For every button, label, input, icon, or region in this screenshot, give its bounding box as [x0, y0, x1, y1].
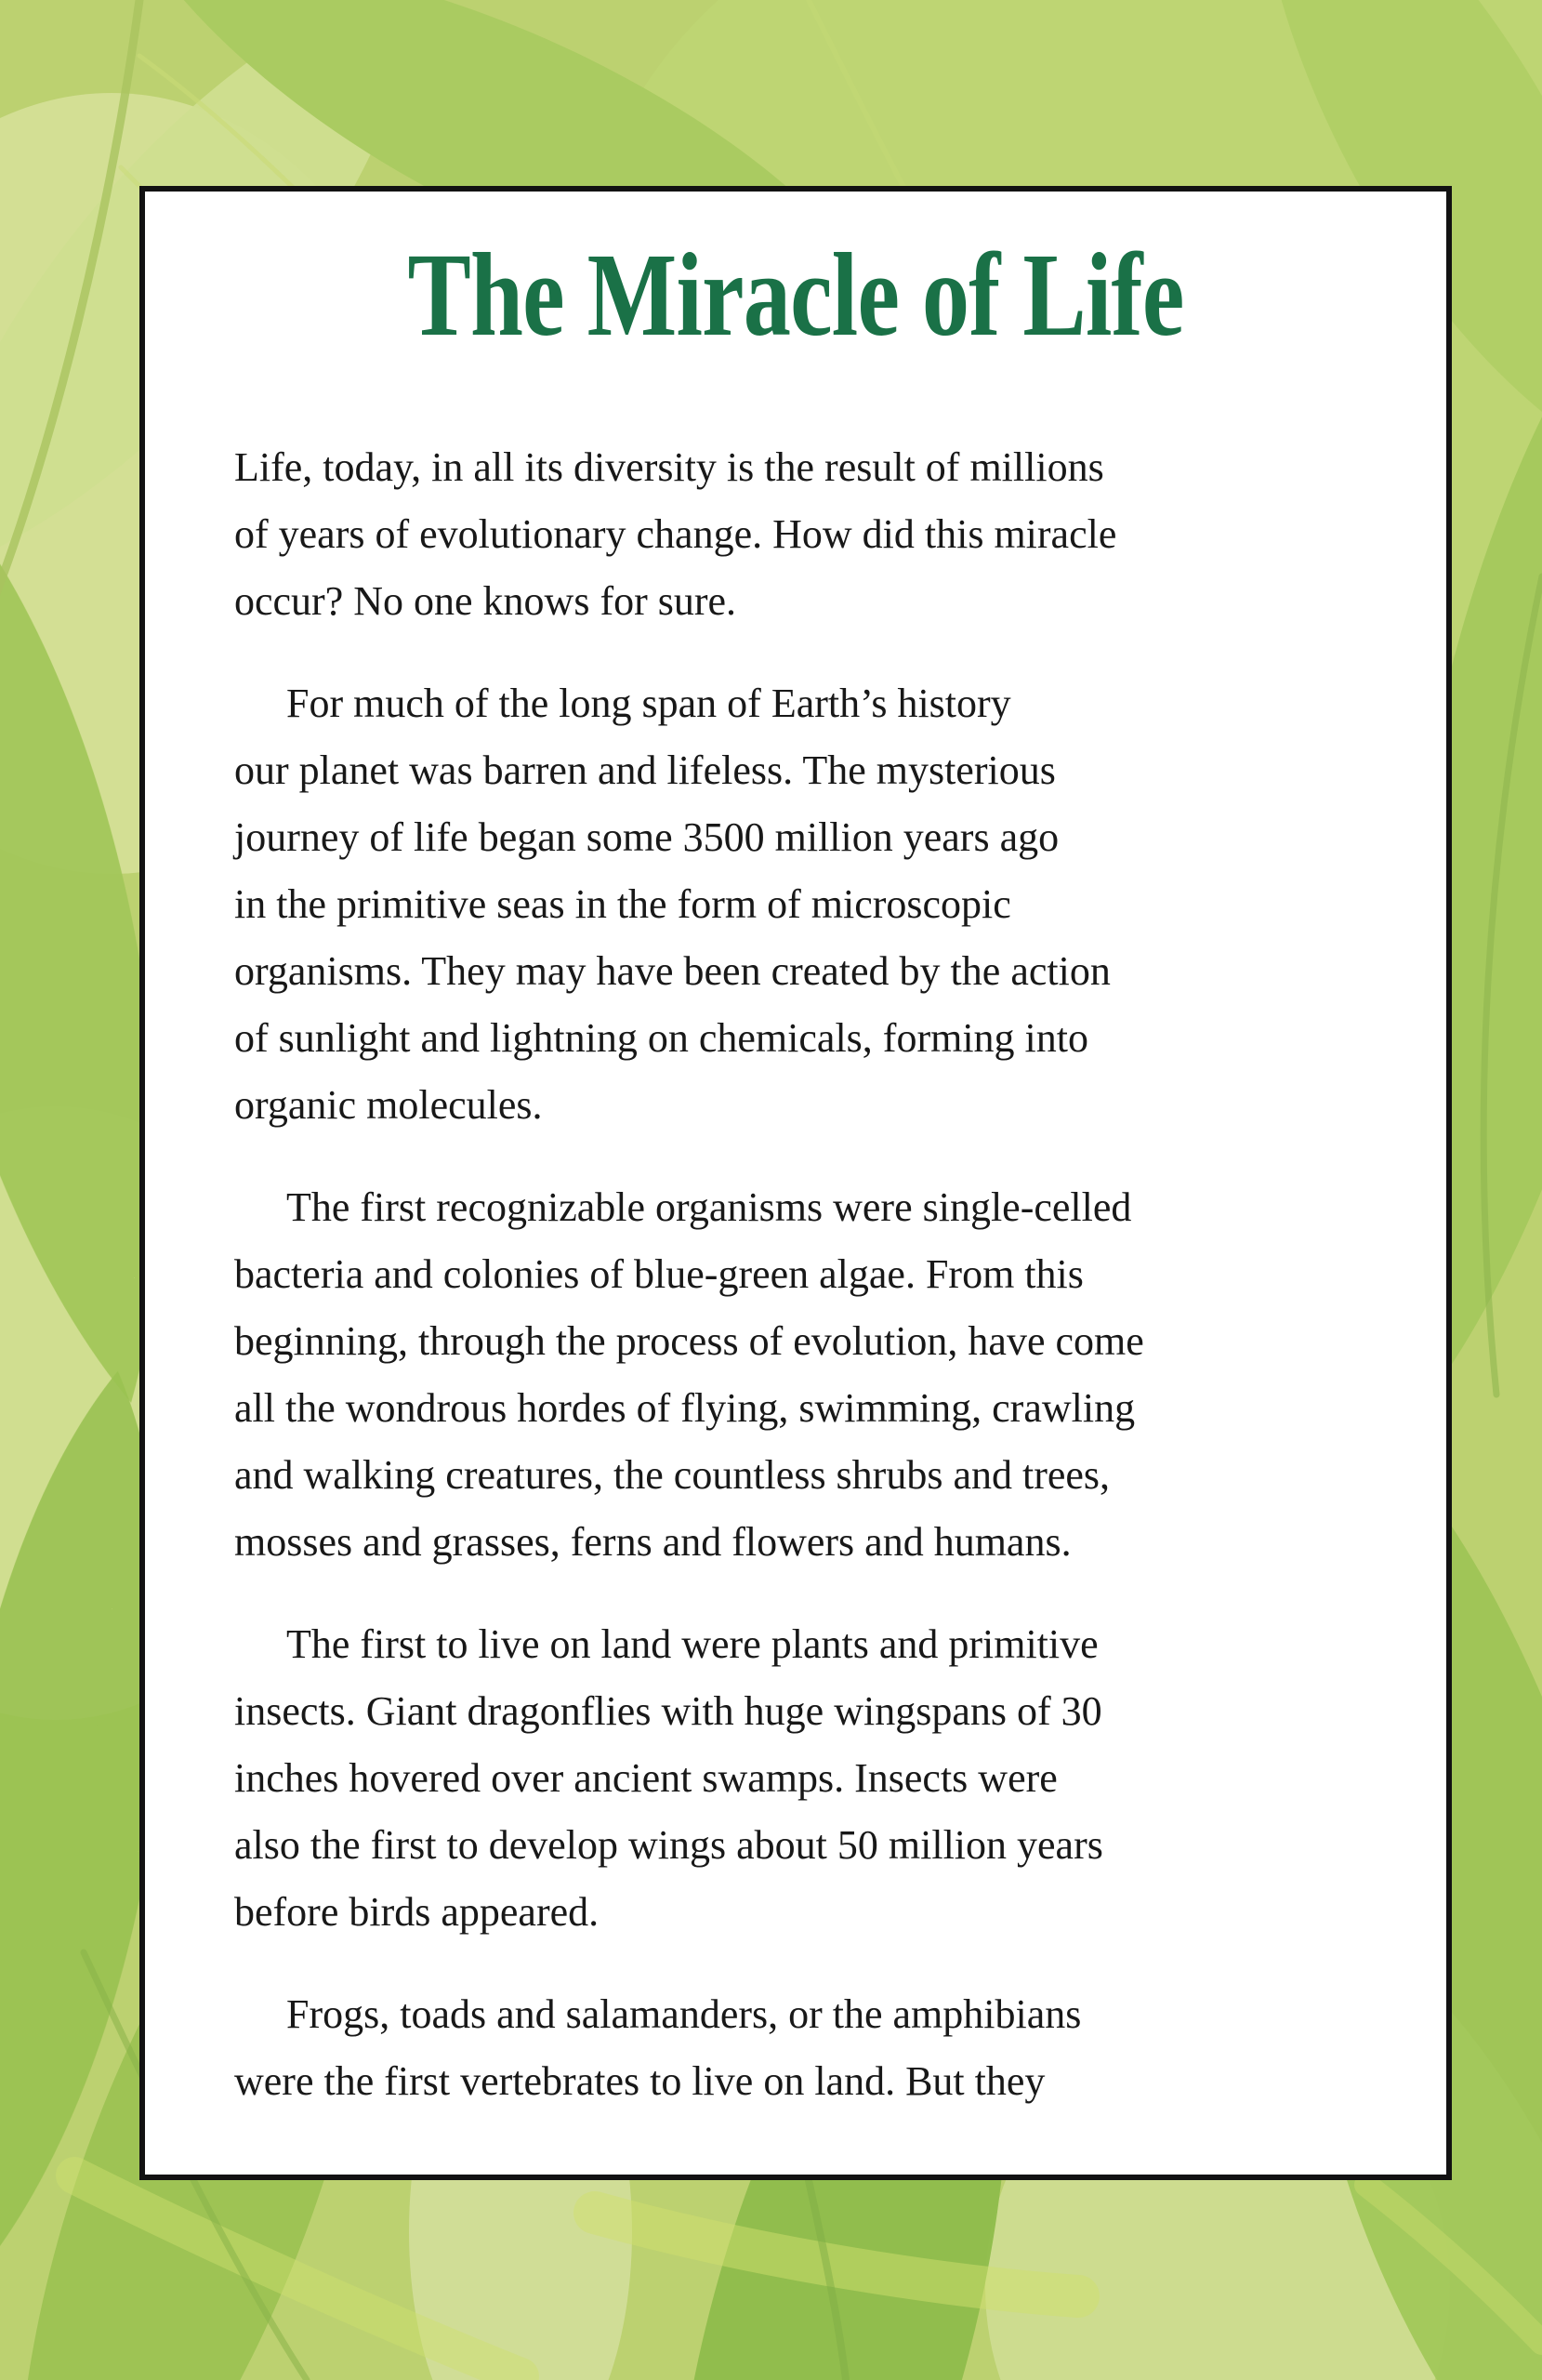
- paragraph-5: [234, 1981, 1363, 2115]
- text-line: were the first vertebrates to live on land. But they: [234, 2058, 1046, 2104]
- text-line: Frogs, toads and salamanders, or the amphibians: [286, 1991, 1082, 2037]
- text-line: organic molecules.: [234, 1082, 543, 1128]
- paragraph-1: [234, 434, 1363, 635]
- text-line: journey of life began some 3500 million years ago: [234, 814, 1060, 860]
- text-line: and walking creatures, the countless shrubs and trees,: [234, 1452, 1111, 1498]
- text-line: before birds appeared.: [234, 1889, 600, 1935]
- text-line: in the primitive seas in the form of microscopic: [234, 881, 1011, 927]
- text-line: bacteria and colonies of blue-green algae. From this: [234, 1251, 1084, 1297]
- paragraph-4: [234, 1611, 1363, 1946]
- text-line: insects. Giant dragonflies with huge wingspans of 30: [234, 1688, 1102, 1734]
- page-title: The Miracle of Life: [407, 229, 1184, 361]
- text-line: also the first to develop wings about 50 million years: [234, 1822, 1103, 1868]
- text-line: of sunlight and lightning on chemicals, forming into: [234, 1015, 1088, 1061]
- text-line: The first recognizable organisms were single-celled: [286, 1184, 1132, 1230]
- text-line: occur? No one knows for sure.: [234, 578, 737, 624]
- text-line: organisms. They may have been created by the action: [234, 948, 1111, 994]
- text-line: For much of the long span of Earth’s history: [286, 681, 1011, 726]
- text-line: all the wondrous hordes of flying, swimming, crawling: [234, 1385, 1136, 1431]
- text-line: beginning, through the process of evolution, have come: [234, 1318, 1144, 1364]
- text-line: our planet was barren and lifeless. The mysterious: [234, 747, 1056, 793]
- text-line: The first to live on land were plants and primitive: [286, 1621, 1099, 1667]
- text-line: inches hovered over ancient swamps. Insects were: [234, 1755, 1058, 1801]
- page-card: [139, 186, 1452, 2180]
- paragraph-2: [234, 670, 1363, 1139]
- text-line: mosses and grasses, ferns and flowers and humans.: [234, 1519, 1072, 1565]
- page-text: [145, 434, 1446, 2115]
- text-line: Life, today, in all its diversity is the result of millions: [234, 444, 1104, 490]
- paragraph-3: [234, 1174, 1363, 1576]
- text-line: of years of evolutionary change. How did this miracle: [234, 511, 1117, 557]
